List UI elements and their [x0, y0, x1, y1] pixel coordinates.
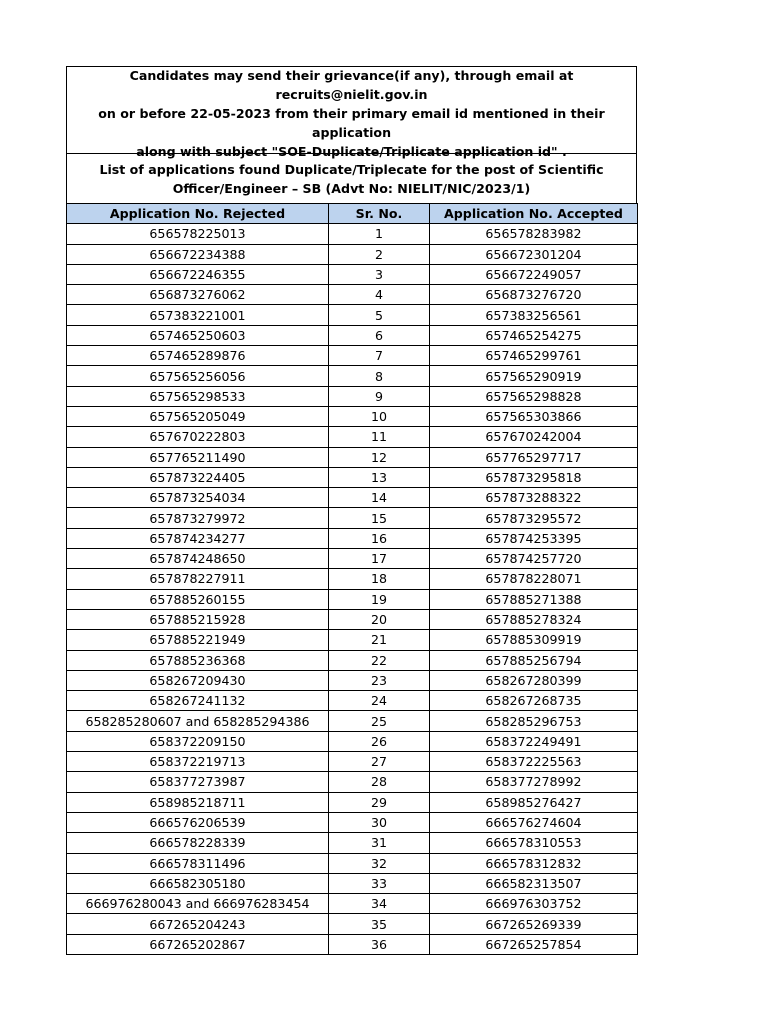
- table-header-row: [67, 204, 638, 224]
- cell-sr-no: 21: [329, 630, 430, 650]
- table-row: [67, 914, 638, 934]
- cell-rejected: 657873279972: [67, 508, 329, 528]
- cell-rejected: 656578225013: [67, 224, 329, 244]
- table-row: [67, 670, 638, 690]
- cell-rejected: 658267209430: [67, 670, 329, 690]
- cell-accepted: 657565290919: [430, 366, 638, 386]
- cell-sr-no: 4: [329, 285, 430, 305]
- cell-rejected: 658372219713: [67, 752, 329, 772]
- table-row: [67, 650, 638, 670]
- table-row: [67, 792, 638, 812]
- cell-accepted: 658377278992: [430, 772, 638, 792]
- cell-rejected: 666976280043 and 666976283454: [67, 894, 329, 914]
- cell-accepted: 666578310553: [430, 833, 638, 853]
- cell-rejected: 658985218711: [67, 792, 329, 812]
- cell-accepted: 658372225563: [430, 752, 638, 772]
- cell-sr-no: 22: [329, 650, 430, 670]
- cell-accepted: 658267280399: [430, 670, 638, 690]
- cell-rejected: 658267241132: [67, 691, 329, 711]
- cell-rejected: 657465250603: [67, 325, 329, 345]
- table-row: [67, 731, 638, 751]
- cell-sr-no: 13: [329, 467, 430, 487]
- cell-accepted: 657885309919: [430, 630, 638, 650]
- cell-sr-no: 3: [329, 264, 430, 284]
- table-row: [67, 833, 638, 853]
- cell-rejected: 657873224405: [67, 467, 329, 487]
- cell-rejected: 657874248650: [67, 549, 329, 569]
- applications-table: [66, 203, 638, 955]
- table-row: [67, 447, 638, 467]
- cell-sr-no: 12: [329, 447, 430, 467]
- cell-sr-no: 11: [329, 427, 430, 447]
- cell-accepted: 657765297717: [430, 447, 638, 467]
- cell-sr-no: 5: [329, 305, 430, 325]
- table-row: [67, 264, 638, 284]
- cell-sr-no: 27: [329, 752, 430, 772]
- list-heading-line-1: List of applications found Duplicate/Triplecate for the post of Scientific: [99, 161, 604, 177]
- cell-accepted: 666976303752: [430, 894, 638, 914]
- table-row: [67, 386, 638, 406]
- spreadsheet-page: [66, 66, 637, 955]
- cell-rejected: 666578311496: [67, 853, 329, 873]
- table-row: [67, 752, 638, 772]
- notice-line-1: Candidates may send their grievance(if any), through email at recruits@nielit.gov.in: [129, 67, 574, 102]
- table-row: [67, 812, 638, 832]
- cell-accepted: 657885278324: [430, 609, 638, 629]
- cell-rejected: 657670222803: [67, 427, 329, 447]
- cell-rejected: 657873254034: [67, 488, 329, 508]
- cell-rejected: 657383221001: [67, 305, 329, 325]
- table-row: [67, 569, 638, 589]
- cell-accepted: 657565303866: [430, 406, 638, 426]
- table-row: [67, 589, 638, 609]
- cell-accepted: 657873288322: [430, 488, 638, 508]
- cell-rejected: 657878227911: [67, 569, 329, 589]
- cell-sr-no: 9: [329, 386, 430, 406]
- cell-rejected: 657465289876: [67, 346, 329, 366]
- table-row: [67, 549, 638, 569]
- cell-sr-no: 15: [329, 508, 430, 528]
- table-row: [67, 853, 638, 873]
- table-row: [67, 325, 638, 345]
- table-row: [67, 934, 638, 954]
- header-accepted: Application No. Accepted: [430, 204, 638, 224]
- cell-accepted: 657565298828: [430, 386, 638, 406]
- cell-accepted: 657874253395: [430, 528, 638, 548]
- cell-rejected: 657765211490: [67, 447, 329, 467]
- cell-sr-no: 2: [329, 244, 430, 264]
- cell-sr-no: 18: [329, 569, 430, 589]
- cell-rejected: 656672234388: [67, 244, 329, 264]
- header-sr-no: Sr. No.: [329, 204, 430, 224]
- cell-accepted: 657878228071: [430, 569, 638, 589]
- cell-sr-no: 16: [329, 528, 430, 548]
- cell-sr-no: 26: [329, 731, 430, 751]
- cell-rejected: 657885236368: [67, 650, 329, 670]
- cell-accepted: 657873295818: [430, 467, 638, 487]
- table-row: [67, 224, 638, 244]
- cell-accepted: 666576274604: [430, 812, 638, 832]
- table-row: [67, 528, 638, 548]
- cell-rejected: 657885221949: [67, 630, 329, 650]
- cell-accepted: 656873276720: [430, 285, 638, 305]
- cell-rejected: 667265202867: [67, 934, 329, 954]
- notice-line-3: along with subject "SOE-Duplicate/Triplicate application id" .: [136, 143, 567, 159]
- grievance-notice: [66, 66, 637, 159]
- cell-accepted: 658985276427: [430, 792, 638, 812]
- cell-sr-no: 10: [329, 406, 430, 426]
- cell-accepted: 666582313507: [430, 873, 638, 893]
- table-row: [67, 488, 638, 508]
- cell-accepted: 658285296753: [430, 711, 638, 731]
- table-row: [67, 873, 638, 893]
- cell-sr-no: 36: [329, 934, 430, 954]
- table-row: [67, 894, 638, 914]
- cell-rejected: 657565298533: [67, 386, 329, 406]
- cell-sr-no: 25: [329, 711, 430, 731]
- cell-accepted: 657885256794: [430, 650, 638, 670]
- cell-rejected: 666578228339: [67, 833, 329, 853]
- table-row: [67, 691, 638, 711]
- cell-rejected: 657874234277: [67, 528, 329, 548]
- cell-accepted: 667265269339: [430, 914, 638, 934]
- cell-rejected: 658285280607 and 658285294386: [67, 711, 329, 731]
- cell-accepted: 656672249057: [430, 264, 638, 284]
- table-row: [67, 711, 638, 731]
- header-rejected: Application No. Rejected: [67, 204, 329, 224]
- cell-accepted: 657383256561: [430, 305, 638, 325]
- table-row: [67, 366, 638, 386]
- cell-rejected: 666582305180: [67, 873, 329, 893]
- cell-rejected: 656672246355: [67, 264, 329, 284]
- cell-accepted: 657670242004: [430, 427, 638, 447]
- list-heading-line-2: Officer/Engineer – SB (Advt No: NIELIT/NIC/2023/1): [172, 180, 531, 196]
- cell-accepted: 666578312832: [430, 853, 638, 873]
- cell-rejected: 667265204243: [67, 914, 329, 934]
- cell-sr-no: 24: [329, 691, 430, 711]
- cell-accepted: 657465254275: [430, 325, 638, 345]
- notice-line-2: on or before 22-05-2023 from their primary email id mentioned in their application: [98, 105, 605, 140]
- cell-accepted: 667265257854: [430, 934, 638, 954]
- cell-accepted: 656578283982: [430, 224, 638, 244]
- cell-sr-no: 17: [329, 549, 430, 569]
- table-row: [67, 427, 638, 447]
- cell-rejected: 658372209150: [67, 731, 329, 751]
- cell-accepted: 658372249491: [430, 731, 638, 751]
- cell-sr-no: 1: [329, 224, 430, 244]
- table-row: [67, 609, 638, 629]
- cell-sr-no: 33: [329, 873, 430, 893]
- cell-sr-no: 23: [329, 670, 430, 690]
- cell-sr-no: 6: [329, 325, 430, 345]
- cell-accepted: 657885271388: [430, 589, 638, 609]
- list-heading: [66, 153, 637, 203]
- table-row: [67, 772, 638, 792]
- table-row: [67, 630, 638, 650]
- cell-rejected: 656873276062: [67, 285, 329, 305]
- cell-rejected: 666576206539: [67, 812, 329, 832]
- cell-sr-no: 30: [329, 812, 430, 832]
- cell-accepted: 658267268735: [430, 691, 638, 711]
- cell-sr-no: 29: [329, 792, 430, 812]
- cell-sr-no: 34: [329, 894, 430, 914]
- cell-sr-no: 19: [329, 589, 430, 609]
- cell-rejected: 657565205049: [67, 406, 329, 426]
- cell-sr-no: 28: [329, 772, 430, 792]
- cell-sr-no: 32: [329, 853, 430, 873]
- cell-sr-no: 31: [329, 833, 430, 853]
- cell-accepted: 657873295572: [430, 508, 638, 528]
- table-row: [67, 244, 638, 264]
- cell-accepted: 657465299761: [430, 346, 638, 366]
- cell-rejected: 658377273987: [67, 772, 329, 792]
- cell-rejected: 657885260155: [67, 589, 329, 609]
- cell-rejected: 657565256056: [67, 366, 329, 386]
- table-row: [67, 346, 638, 366]
- cell-accepted: 657874257720: [430, 549, 638, 569]
- table-row: [67, 508, 638, 528]
- table-row: [67, 285, 638, 305]
- cell-sr-no: 14: [329, 488, 430, 508]
- table-row: [67, 467, 638, 487]
- table-row: [67, 406, 638, 426]
- cell-rejected: 657885215928: [67, 609, 329, 629]
- cell-accepted: 656672301204: [430, 244, 638, 264]
- cell-sr-no: 20: [329, 609, 430, 629]
- cell-sr-no: 35: [329, 914, 430, 934]
- cell-sr-no: 7: [329, 346, 430, 366]
- cell-sr-no: 8: [329, 366, 430, 386]
- table-row: [67, 305, 638, 325]
